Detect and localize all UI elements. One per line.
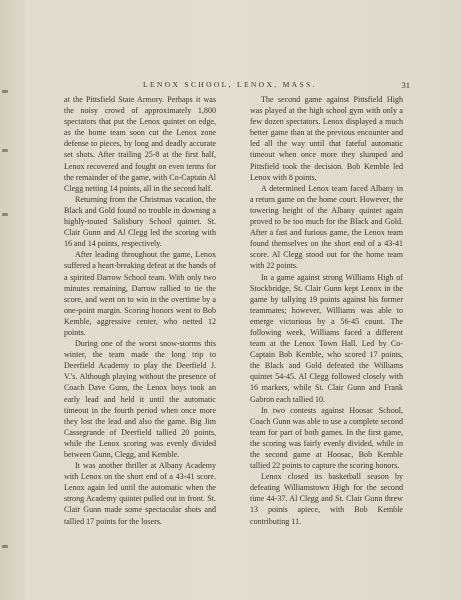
binding-mark <box>2 545 8 548</box>
paragraph: Lenox closed its basketball season by defeating Williamstown High for the second time 44-37. Al Clegg and St. Clair Gunn threw 13 points apiece, with Bob Kemble contributing 11. <box>250 472 403 526</box>
page-number: 31 <box>401 80 410 90</box>
binding-mark <box>2 149 8 152</box>
binding-mark <box>2 90 8 93</box>
paragraph: Returning from the Christmas vacation, the Black and Gold found no trouble in downing a highly-touted Salisbury School quintet. St. Clair Gunn and Al Clegg led the scoring with 16 and 14 points, respectively. <box>64 194 216 249</box>
running-title: LENOX SCHOOL, LENOX, MASS. <box>143 80 317 89</box>
paragraph: After leading throughout the game, Lenox suffered a heart-breaking defeat at the hands of a spirited Darrow School team. With only two minutes remaining, Darrow rallied to tie the score, and went on to win in the overtime by a one-point margin. Scoring honors went to Bob Kemble, aggressive center, who netted 12 points. <box>64 250 216 337</box>
paragraph: A determined Lenox team faced Albany in a return game on the home court. However, the towering height of the Albany quintet again proved to be too much for the Black and Gold. After a fast and furious game, the Lenox team found themselves on the short end of a 43-41 score. Al Clegg stood out for the home team with 22 points. <box>250 183 403 271</box>
page-header <box>58 80 410 92</box>
binding-mark <box>2 213 8 216</box>
left-column <box>64 94 216 527</box>
paragraph: In two contests against Hoosac School, Coach Gunn was able to use a complete second team for part of both games. In the first game, the scoring was fairly evenly divided, while in the second game at Hoosac, Bob Kemble tallied 22 points to capture the scoring honors. <box>250 405 403 471</box>
paragraph: It was another thriller at Albany Academy with Lenox on the short end of a 43-41 score. Lenox again led until the automatic when the strong Academy quintet pulled out in front. St. Clair Gunn made some spectacular shots and tallied 17 points for the losers. <box>64 461 216 526</box>
right-column <box>250 94 403 527</box>
paragraph: In a game against strong Williams High of Stockbridge, St. Clair Gunn kept Lenox in the game by tallying 19 points against his former teammates; however, Williams was able to emerge victorious by a 56-45 count. The following week, Williams faced a different team at the Lenox Town Hall. Led by Co-Captain Bob Kemble, who scored 17 points, the Black and Gold defeated the Williams quintet 54-45. Al Clegg followed closely with 16 markers, while St. Clair Gunn and Frank Gabron each tallied 10. <box>250 272 403 404</box>
paragraph: The second game against Pittsfield High was played at the high school gym with only a few dozen spectators. Lenox displayed a much better game than at the previous encounter and led all the way until that fateful automatic timeout when once more they slumped and Pittsfield took the decision. Bob Kemble led Lenox with 8 points. <box>250 95 403 182</box>
paragraph: at the Pittsfield State Armory. Perhaps it was the noisy crowd of approximately 1,800 spectators that put the Lenox quintet on edge, as the home team soon cut the Lenox zone defense to pieces, by long and deadly accurate set shots. After trailing 25-8 at the first half, Lenox recovered and fought on even terms for the remainder of the game, with Co-Captain Al Clegg netting 14 points, all in the second half. <box>64 95 216 193</box>
paragraph: During one of the worst snow-storms this winter, the team made the long trip to Deerfield Academy to play the Deerfield J. V.'s. Although playing without the presence of Coach Dave Gunn, the Lenox boys took an early lead and held it until the automatic timeout in the fourth period when once more they lost the lead and also the game. Big Jim Cassegrande of Deerfield tallied 20 points, while the Lenox scoring was evenly divided between Gunn, Clegg, and Kemble. <box>64 339 216 459</box>
